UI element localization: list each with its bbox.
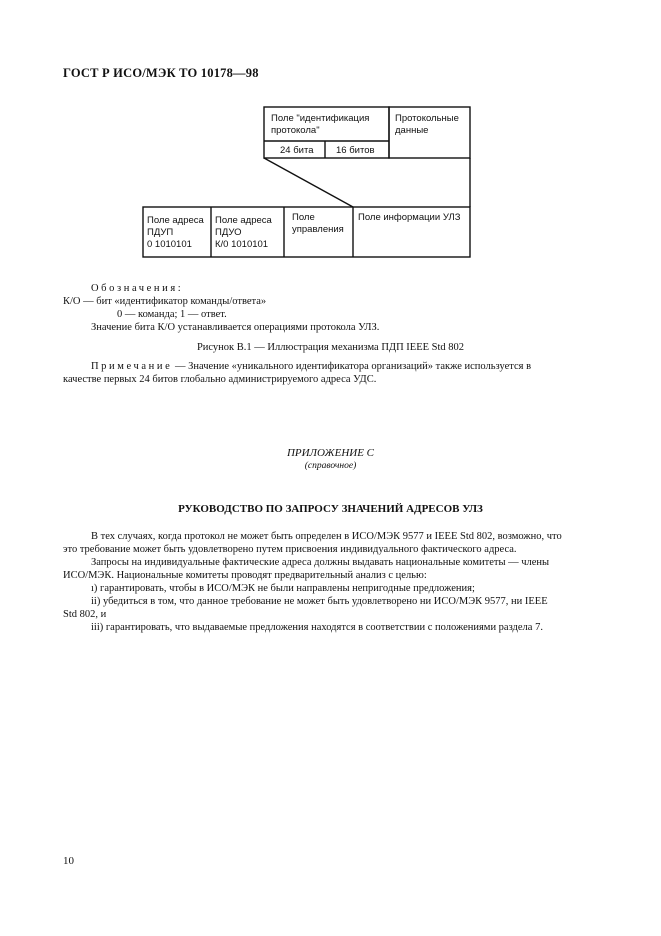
note-label: Примечание [91,361,173,372]
list-item-1: ı) гарантировать, чтобы в ИСО/МЭК не были направлены непригодные предложения; [91,583,475,594]
bits16-label: 16 битов [336,145,375,156]
body-p1-line-1: В тех случаях, когда протокол не может быть определен в ИСО/МЭК 9577 и IEEE Std 802, возможно, что [91,531,562,542]
info-field: Поле информации УЛЗ [358,212,461,223]
protocol-id-label: Поле "идентификация протокола" [271,113,370,136]
pdup-address-field: Поле адреса ПДУП 0 1010101 [147,215,204,250]
pdp-diagram [0,0,661,300]
notation-line-2: 0 — команда; 1 — ответ. [117,309,227,320]
note-text: — Значение «уникального идентификатора организаций» также используется в [172,361,532,372]
control-field: Поле управления [292,212,344,235]
document-header: ГОСТ Р ИСО/МЭК ТО 10178—98 [63,66,259,80]
pduo-address-field: Поле адреса ПДУО К/0 1010101 [215,215,272,250]
body-p2-line-1: Запросы на индивидуальные фактические адреса должны выдавать национальные комитеты — члены [91,557,550,568]
expansion-line-left [264,158,353,207]
note-line-1 [91,360,531,373]
notation-line-1: К/О — бит «идентификатор команды/ответа» [63,296,267,307]
bits24-label: 24 бита [280,145,314,156]
list-item-2-line-2: Std 802, и [63,609,107,620]
notation-line-3: Значение бита К/О устанавливается операциями протокола УЛЗ. [91,322,380,333]
figure-caption: Рисунок В.1 — Иллюстрация механизма ПДП IEEE Std 802 [196,342,465,353]
appendix-subtitle: (справочное) [304,461,357,471]
appendix-title: ПРИЛОЖЕНИЕ С [286,447,375,459]
list-item-3: iii) гарантировать, что выдаваемые предложения находятся в соответствии с положениями раздела 7. [91,622,543,633]
protocol-data-label: Протокольные данные [395,113,459,136]
page-number: 10 [63,855,74,867]
list-item-2-line-1: ii) убедиться в том, что данное требование не может быть удовлетворено ни ИСО/МЭК 9577, ни IEEE [91,596,548,607]
body-p1-line-2: это требование может быть удовлетворено путем присвоения индивидуального фактического адреса. [63,544,517,555]
appendix-heading: РУКОВОДСТВО ПО ЗАПРОСУ ЗНАЧЕНИЙ АДРЕСОВ УЛЗ [178,503,483,515]
notation-title: Обозначения: [91,283,184,294]
body-p2-line-2: ИСО/МЭК. Национальные комитеты проводят предварительный анализ с целью: [63,570,427,581]
note-line-2: качестве первых 24 битов глобально администрируемого адреса УДС. [63,374,377,385]
